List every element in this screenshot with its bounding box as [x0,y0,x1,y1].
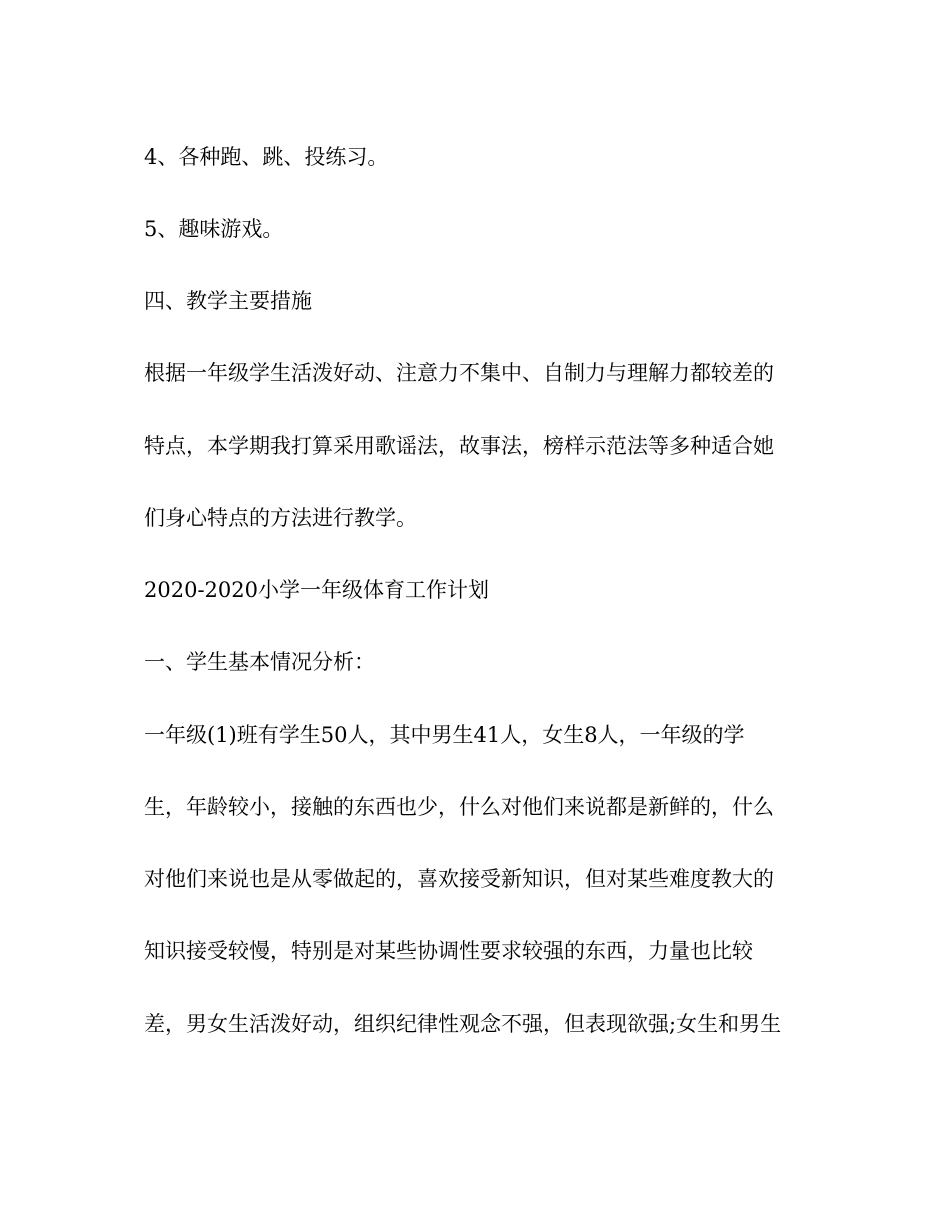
paragraph-line: 生，年龄较小，接触的东西也少，什么对他们来说都是新鲜的，什么 [144,795,774,819]
paragraph-line: 根据一年级学生活泼好动、注意力不集中、自制力与理解力都较差的 [144,361,774,385]
text-line-item-5: 5、趣味游戏。 [144,217,284,241]
text-line-item-4: 4、各种跑、跳、投练习。 [144,145,389,169]
paragraph-line: 知识接受较慢，特别是对某些协调性要求较强的东西，力量也比较 [144,939,753,963]
paragraph-line: 差，男女生活泼好动，组织纪律性观念不强，但表现欲强;女生和男生 [144,1012,782,1036]
paragraph-line: 一年级(1)班有学生50人，其中男生41人，女生8人，一年级的学 [144,723,745,747]
section-heading-student-analysis: 一、学生基本情况分析： [144,650,375,674]
section-heading-teaching-measures: 四、教学主要措施 [144,289,312,313]
document-title: 2020-2020小学一年级体育工作计划 [144,578,489,602]
paragraph-line: 特点，本学期我打算采用歌谣法，故事法，榜样示范法等多种适合她 [144,434,774,458]
paragraph-line: 们身心特点的方法进行教学。 [144,506,417,530]
paragraph-line: 对他们来说也是从零做起的，喜欢接受新知识，但对某些难度教大的 [144,867,774,891]
